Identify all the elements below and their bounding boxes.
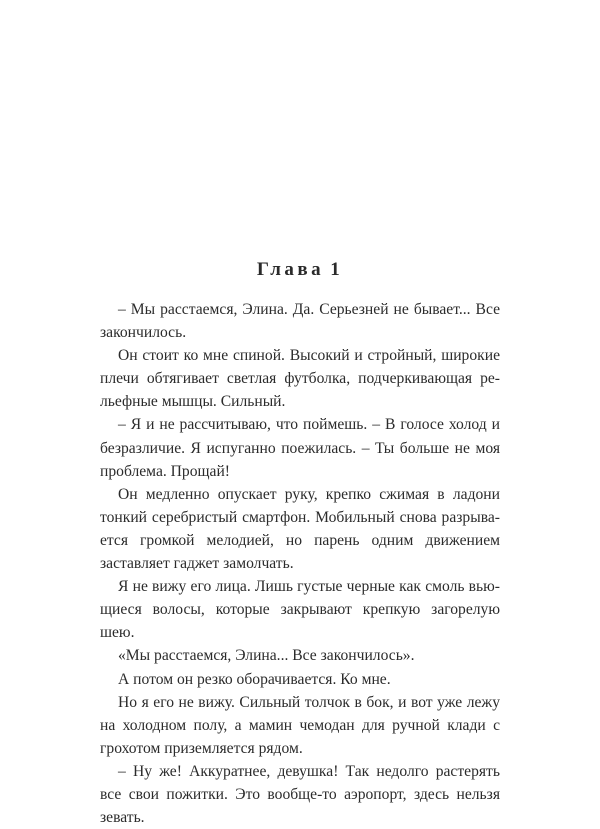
paragraph: Но я его не вижу. Сильный толчок в бок, и вот уже лежу на холодном полу, а мамин чемодан для ручной клади с грохотом приземляется рядом. xyxy=(100,693,500,757)
chapter-body xyxy=(100,298,500,829)
paragraph: – Ну же! Аккуратнее, девушка! Так недолго растерять все свои пожитки. Это вообще-то аэропорт, здесь нельзя зевать. xyxy=(100,762,500,827)
paragraph: – Мы расстаемся, Элина. Да. Серьезней не бывает... Все закончилось. xyxy=(100,301,500,342)
paragraph: – Я и не рассчитываю, что поймешь. – В голосе холод и безразличие. Я испуганно поежилась. – Ты больше не моя проблема. Прощай! xyxy=(100,416,500,480)
chapter-word: Глава xyxy=(256,259,325,280)
paragraph: Я не вижу его лица. Лишь густые черные как смоль вьющиеся волосы, которые закрывают крепкую загорелую шею. xyxy=(100,578,500,642)
paragraph: «Мы расстаемся, Элина... Все закончилось». xyxy=(118,647,415,665)
paragraph: Он медленно опускает руку, крепко сжимая в ладони тонкий серебристый смартфон. Мобильный снова разрывается громкой мелодией, но парень одним движением заставляет гаджет замолчать. xyxy=(100,485,500,573)
paragraph: Он стоит ко мне спиной. Высокий и стройный, широкие плечи обтягивает светлая футболка, подчеркивающая рельефные мышцы. Сильный. xyxy=(100,347,500,411)
paragraph: А потом он резко оборачивается. Ко мне. xyxy=(118,670,391,688)
chapter-heading xyxy=(0,259,600,281)
chapter-number: 1 xyxy=(330,259,344,280)
